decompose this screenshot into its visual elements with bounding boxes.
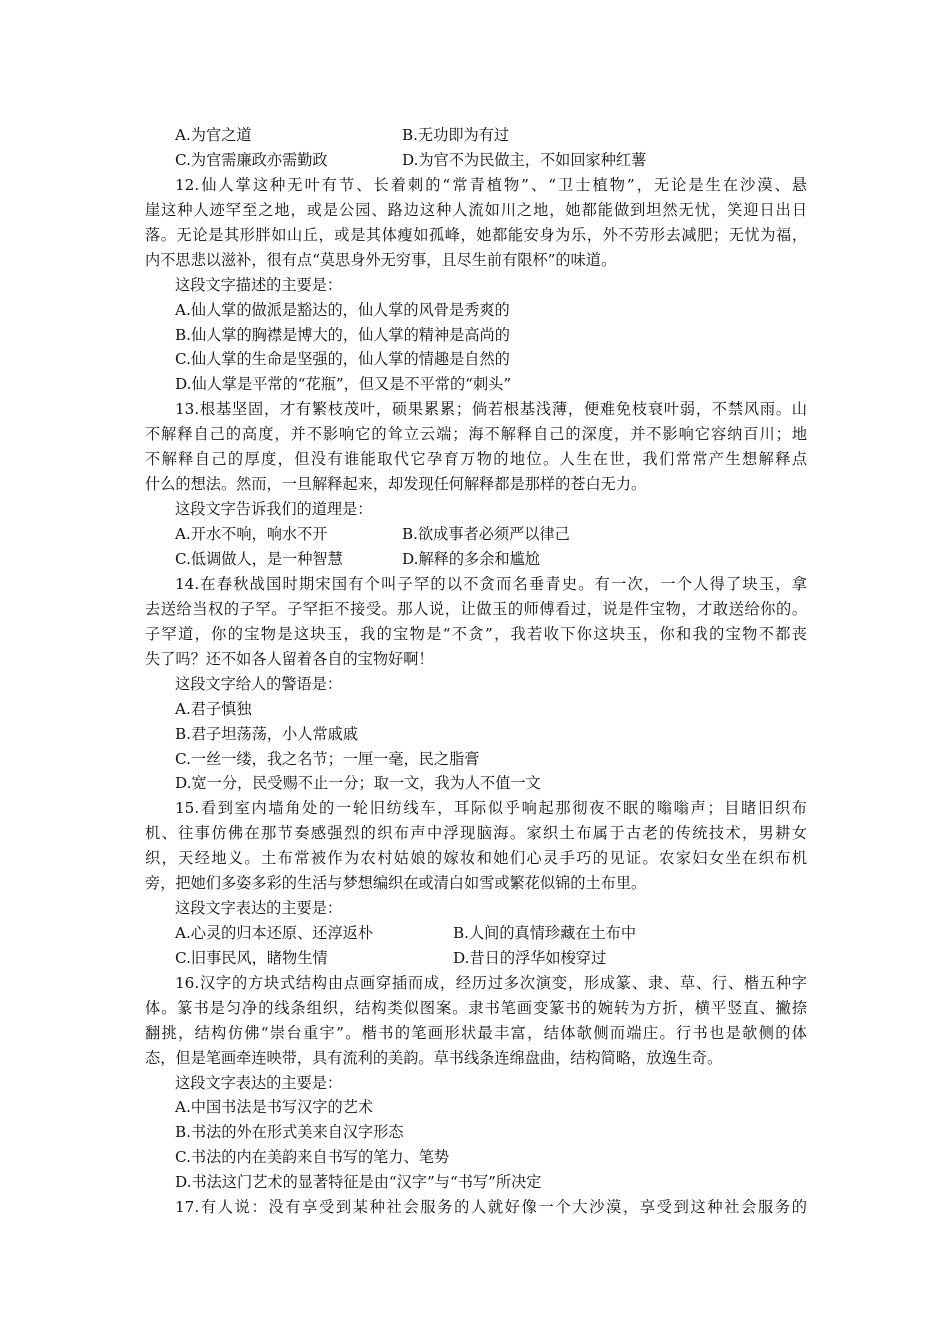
q14-prompt: 这段文字给人的警语是： <box>175 675 343 693</box>
q16-option-a: A.中国书法是书写汉字的艺术 <box>175 1098 374 1116</box>
q14-option-a: A.君子慎独 <box>175 700 252 718</box>
q16-prompt: 这段文字表达的主要是： <box>175 1074 343 1092</box>
q14-text-line: 失了吗？还不如各人留着各自的宝物好啊！ <box>145 650 434 668</box>
q15-text-line: 旁，把她们多姿多彩的生活与梦想编织在或清白如雪或繁花似锦的土布里。 <box>145 874 647 892</box>
q13-option-c: C.低调做人，是一种智慧 <box>175 550 343 568</box>
q13-text-line: 不解释自己的高度，并不影响它的耸立云端；海不解释自己的深度，并不影响它容纳百川；地 <box>145 425 807 443</box>
q16-option-b: B.书法的外在形式美来自汉字形态 <box>175 1123 404 1141</box>
q15-text-line: 15.看到室内墙角处的一轮旧纺线车，耳际似乎响起那彻夜不眠的嗡嗡声；目睹旧织布 <box>175 799 807 817</box>
q13-text-line: 什么的想法。然而，一旦解释起来，却发现任何解释都是那样的苍白无力。 <box>145 475 647 493</box>
q17-text-line: 17.有人说：没有享受到某种社会服务的人就好像一个大沙漠，享受到这种社会服务的 <box>175 1198 807 1216</box>
q16-text-line: 翻挑，结构仿佛“崇台重宇”。楷书的笔画形状最丰富，结体欹侧而端庄。行书也是欹侧的体 <box>145 1024 807 1042</box>
q13-option-a: A.开水不响，响水不开 <box>175 525 328 543</box>
q16-text-line: 态，但是笔画牵连映带，具有流利的美韵。草书线条连绵盘曲，结构简略，放逸生奇。 <box>145 1049 723 1067</box>
q12-text-line: 落。无论是其形胖如山丘，或是其体瘦如孤峰，她都能安身为乐，外不劳形去减肥；无忧为福， <box>145 226 807 244</box>
q14-text-line: 14.在春秋战国时期宋国有个叫子罕的以不贪而名垂青史。有一次，一个人得了块玉，拿 <box>175 575 807 593</box>
q13-option-d: D.解释的多余和尴尬 <box>402 550 540 568</box>
q12-option-b: B.仙人掌的胸襟是博大的，仙人掌的精神是高尚的 <box>175 326 510 344</box>
q12-option-d: D.仙人掌是平常的“花瓶”，但又是不平常的“刺头” <box>175 375 512 393</box>
q15-option-b: B.人间的真情珍藏在土布中 <box>453 924 637 942</box>
q11-option-c: C.为官需廉政亦需勤政 <box>175 151 328 169</box>
q15-option-d: D.昔日的浮华如梭穿过 <box>453 949 607 967</box>
q13-option-b: B.欲成事者必须严以律己 <box>402 525 570 543</box>
q14-text-line: 去送给当权的子罕。子罕拒不接受。那人说，让做玉的师傅看过，说是件宝物，才敢送给你的。 <box>145 600 807 618</box>
q13-text-line: 13.根基坚固，才有繁枝茂叶，硕果累累；倘若根基浅薄，便难免枝衰叶弱，不禁风雨。山 <box>175 400 807 418</box>
q14-option-b: B.君子坦荡荡，小人常戚戚 <box>175 725 359 743</box>
q16-option-c: C.书法的内在美韵来自书写的笔力、笔势 <box>175 1148 450 1166</box>
q15-option-a: A.心灵的归本还原、还淳返朴 <box>175 924 374 942</box>
q12-prompt: 这段文字描述的主要是： <box>175 276 343 294</box>
q14-text-line: 子罕道，你的宝物是这块玉，我的宝物是“不贪”，我若收下你这块玉，你和我的宝物不都丧 <box>145 625 807 643</box>
q12-option-a: A.仙人掌的做派是豁达的，仙人掌的风骨是秀爽的 <box>175 301 510 319</box>
q12-text-line: 崖这种人迹罕至之地，或是公园、路边这种人流如川之地，她都能做到坦然无忧，笑迎日出日 <box>145 201 807 219</box>
q13-text-line: 不解释自己的厚度，但没有谁能取代它孕育万物的地位。人生在世，我们常常产生想解释点 <box>145 450 807 468</box>
q16-option-d: D.书法这门艺术的显著特征是由“汉字”与“书写”所决定 <box>175 1173 542 1191</box>
q16-text-line: 体。篆书是匀净的线条组织，结构类似图案。隶书笔画变篆书的婉转为方折，横平竖直、撇捺 <box>145 999 807 1017</box>
q11-option-d: D.为官不为民做主，不如回家种红薯 <box>402 151 647 169</box>
q11-option-b: B.无功即为有过 <box>402 126 510 144</box>
q14-option-c: C.一丝一缕，我之名节；一厘一毫，民之脂膏 <box>175 750 480 768</box>
q15-text-line: 机、往事仿佛在那节奏感强烈的织布声中浮现脑海。家织土布属于古老的传统技术，男耕女 <box>145 824 807 842</box>
q13-prompt: 这段文字告诉我们的道理是： <box>175 500 373 518</box>
q12-option-c: C.仙人掌的生命是坚强的，仙人掌的情趣是自然的 <box>175 350 510 368</box>
q12-text-line: 内不思悲以滋补，很有点“莫思身外无穷事，且尽生前有限杯”的味道。 <box>145 251 617 269</box>
q15-prompt: 这段文字表达的主要是： <box>175 899 343 917</box>
q16-text-line: 16.汉字的方块式结构由点画穿插而成，经历过多次演变，形成篆、隶、草、行、楷五种字 <box>175 974 807 992</box>
q15-option-c: C.旧事民风，睹物生情 <box>175 949 328 967</box>
q14-option-d: D.宽一分，民受赐不止一分；取一文，我为人不值一文 <box>175 774 541 792</box>
q12-text-line: 12.仙人掌这种无叶有节、长着刺的“常青植物”、“卫士植物”，无论是生在沙漠、悬 <box>175 176 807 194</box>
q15-text-line: 织，天经地义。土布常被作为农村姑娘的嫁妆和她们心灵手巧的见证。农家妇女坐在织布机 <box>145 849 807 867</box>
q11-option-a: A.为官之道 <box>175 126 252 144</box>
